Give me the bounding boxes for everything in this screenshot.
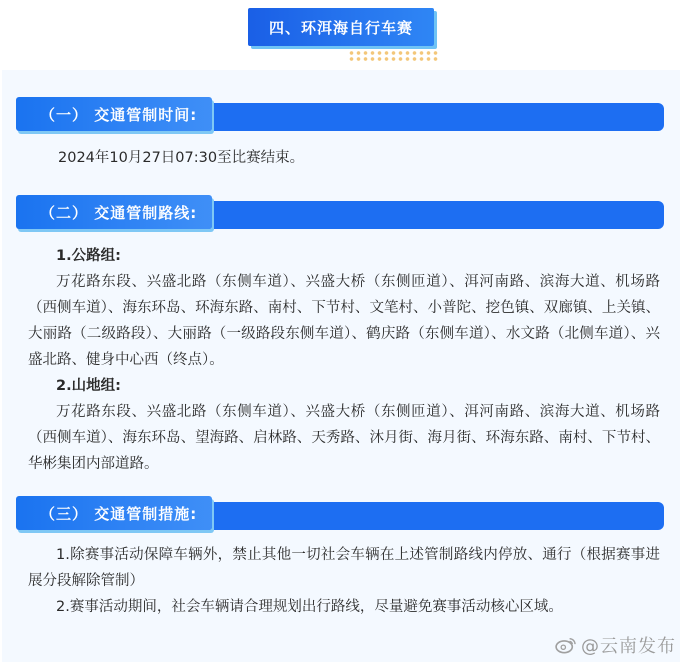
section-heading: （三） 交通管制措施: <box>16 496 212 530</box>
section-title: 四、环洱海自行车赛 <box>248 8 434 46</box>
header-bar <box>186 103 664 131</box>
routes-text <box>28 243 660 477</box>
measure-item-1: 1.除赛事活动保障车辆外，禁止其他一切社会车辆在上述管制路线内停放、通行（根据赛事进展分段解除管制） <box>28 547 660 589</box>
section-header-measures <box>16 496 664 530</box>
road-group-title: 1.公路组: <box>56 248 121 264</box>
section-header-time <box>16 97 664 131</box>
weibo-icon <box>555 636 577 654</box>
mountain-group-routes: 万花路东段、兴盛北路（东侧车道）、兴盛大桥（东侧匝道）、洱河南路、滨海大道、机场路（西侧车道）、海东环岛、望海路、启林路、天秀路、沐月街、海月街、环海东路、南村、下节村、华彬集团内部道路。 <box>28 404 660 472</box>
watermark-text: @云南发布 <box>581 636 676 657</box>
control-time-value: 2024年10月27日07:30至比赛结束。 <box>58 150 305 166</box>
decorative-dots <box>348 50 438 62</box>
control-time-text <box>28 145 660 171</box>
road-group-routes: 万花路东段、兴盛北路（东侧车道）、兴盛大桥（东侧匝道）、洱河南路、滨海大道、机场路（西侧车道）、海东环岛、环海东路、南村、下节村、文笔村、小普陀、挖色镇、双廊镇、上关镇、大丽路（二级路段）、大丽路（一级路段东侧车道）、鹤庆路（东侧车道）、水文路（北侧车道）、兴盛北路、健身中心西（终点）。 <box>28 274 660 368</box>
measures-text <box>28 542 660 620</box>
section-heading: （二） 交通管制路线: <box>16 195 212 229</box>
watermark <box>555 632 676 658</box>
mountain-group-title: 2.山地组: <box>56 378 121 394</box>
measure-item-2: 2.赛事活动期间，社会车辆请合理规划出行路线，尽量避免赛事活动核心区域。 <box>56 599 563 615</box>
header-bar <box>186 201 664 229</box>
section-header-routes <box>16 195 664 229</box>
header-bar <box>186 502 664 530</box>
section-heading: （一） 交通管制时间: <box>16 97 212 131</box>
